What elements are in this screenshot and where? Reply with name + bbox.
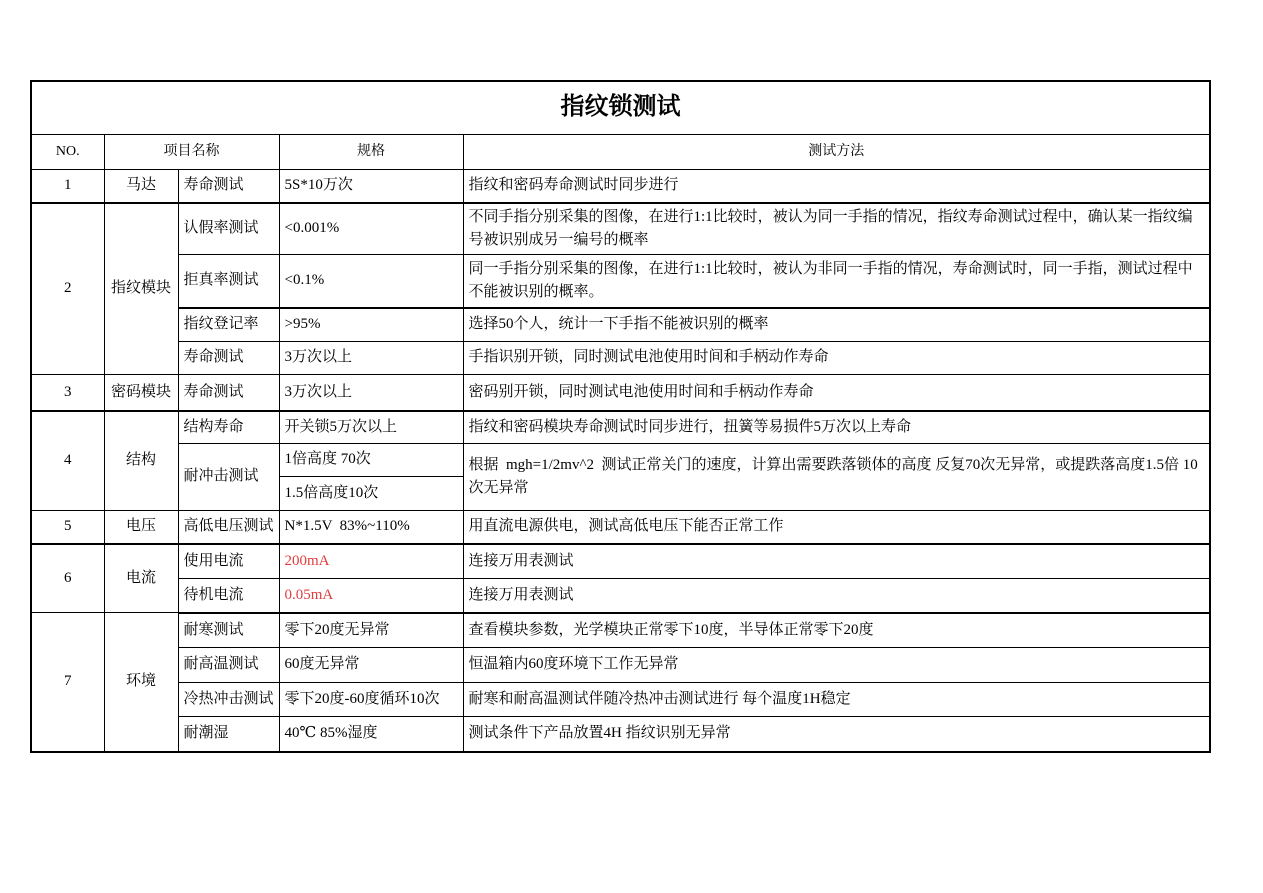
cell-spec: 零下20度无异常 [279, 613, 463, 648]
table-row [31, 170, 1210, 203]
header-method: 测试方法 [463, 135, 1210, 170]
cell-spec: <0.001% [279, 203, 463, 255]
cell-spec: >95% [279, 308, 463, 342]
cell-method: 连接万用表测试 [463, 544, 1210, 579]
cell-no: 1 [31, 170, 104, 203]
table-row [31, 544, 1210, 579]
cell-method: 指纹和密码模块寿命测试时同步进行，扭簧等易损件5万次以上寿命 [463, 411, 1210, 444]
cell-method: 同一手指分别采集的图像，在进行1:1比较时，被认为非同一手指的情况，寿命测试时，同一手指，测试过程中不能被识别的概率。 [463, 255, 1210, 308]
cell-no: 2 [31, 203, 104, 375]
cell-spec: <0.1% [279, 255, 463, 308]
table-row [31, 613, 1210, 648]
cell-method: 查看模块参数，光学模块正常零下10度，半导体正常零下20度 [463, 613, 1210, 648]
header-row [31, 135, 1210, 170]
cell-item: 认假率测试 [178, 203, 279, 255]
table-row [31, 411, 1210, 444]
cell-spec: 3万次以上 [279, 342, 463, 375]
cell-item: 耐寒测试 [178, 613, 279, 648]
cell-category: 电流 [104, 544, 178, 613]
cell-category: 马达 [104, 170, 178, 203]
cell-spec: 开关锁5万次以上 [279, 411, 463, 444]
cell-method: 恒温箱内60度环境下工作无异常 [463, 648, 1210, 683]
cell-method: 根据 mgh=1/2mv^2 测试正常关门的速度，计算出需要跌落锁体的高度 反复70次无异常，或提跌落高度1.5倍 10次无异常 [463, 444, 1210, 511]
cell-method: 手指识别开锁，同时测试电池使用时间和手柄动作寿命 [463, 342, 1210, 375]
cell-spec: 1.5倍高度10次 [279, 477, 463, 511]
cell-method: 耐寒和耐高温测试伴随冷热冲击测试进行 每个温度1H稳定 [463, 683, 1210, 717]
cell-spec-highlighted: 200mA [279, 544, 463, 579]
cell-spec: 60度无异常 [279, 648, 463, 683]
cell-item: 冷热冲击测试 [178, 683, 279, 717]
cell-item: 使用电流 [178, 544, 279, 579]
cell-method: 指纹和密码寿命测试时同步进行 [463, 170, 1210, 203]
table-row [31, 203, 1210, 255]
cell-spec: 40℃ 85%湿度 [279, 717, 463, 752]
cell-item: 寿命测试 [178, 170, 279, 203]
cell-item: 指纹登记率 [178, 308, 279, 342]
cell-item: 待机电流 [178, 579, 279, 613]
table-row [31, 579, 1210, 613]
table-row [31, 342, 1210, 375]
cell-no: 4 [31, 411, 104, 511]
cell-no: 3 [31, 375, 104, 411]
cell-item: 寿命测试 [178, 375, 279, 411]
cell-item: 结构寿命 [178, 411, 279, 444]
cell-no: 5 [31, 511, 104, 544]
cell-spec: 1倍高度 70次 [279, 444, 463, 477]
cell-item: 耐冲击测试 [178, 444, 279, 511]
cell-method: 不同手指分别采集的图像，在进行1:1比较时，被认为同一手指的情况，指纹寿命测试过程中，确认某一指纹编号被识别成另一编号的概率 [463, 203, 1210, 255]
table-row [31, 444, 1210, 477]
cell-method: 密码别开锁，同时测试电池使用时间和手柄动作寿命 [463, 375, 1210, 411]
header-spec: 规格 [279, 135, 463, 170]
header-project-name: 项目名称 [104, 135, 279, 170]
cell-item: 高低电压测试 [178, 511, 279, 544]
cell-no: 6 [31, 544, 104, 613]
cell-spec: 5S*10万次 [279, 170, 463, 203]
cell-category: 电压 [104, 511, 178, 544]
table-row [31, 255, 1210, 308]
title-row [31, 81, 1210, 135]
header-no: NO. [31, 135, 104, 170]
cell-spec: 零下20度-60度循环10次 [279, 683, 463, 717]
table-row [31, 511, 1210, 544]
test-spec-table [30, 80, 1211, 753]
cell-category: 结构 [104, 411, 178, 511]
table-row [31, 683, 1210, 717]
cell-item: 拒真率测试 [178, 255, 279, 308]
cell-category: 密码模块 [104, 375, 178, 411]
cell-method: 连接万用表测试 [463, 579, 1210, 613]
cell-spec: N*1.5V 83%~110% [279, 511, 463, 544]
cell-category: 指纹模块 [104, 203, 178, 375]
cell-method: 用直流电源供电，测试高低电压下能否正常工作 [463, 511, 1210, 544]
table-row [31, 308, 1210, 342]
cell-item: 寿命测试 [178, 342, 279, 375]
cell-spec-highlighted: 0.05mA [279, 579, 463, 613]
table-row [31, 717, 1210, 752]
table-row [31, 375, 1210, 411]
cell-no: 7 [31, 613, 104, 752]
cell-method: 选择50个人，统计一下手指不能被识别的概率 [463, 308, 1210, 342]
table-row [31, 648, 1210, 683]
page-title: 指纹锁测试 [31, 81, 1210, 135]
cell-category: 环境 [104, 613, 178, 752]
cell-item: 耐潮湿 [178, 717, 279, 752]
cell-item: 耐高温测试 [178, 648, 279, 683]
cell-method: 测试条件下产品放置4H 指纹识别无异常 [463, 717, 1210, 752]
cell-spec: 3万次以上 [279, 375, 463, 411]
